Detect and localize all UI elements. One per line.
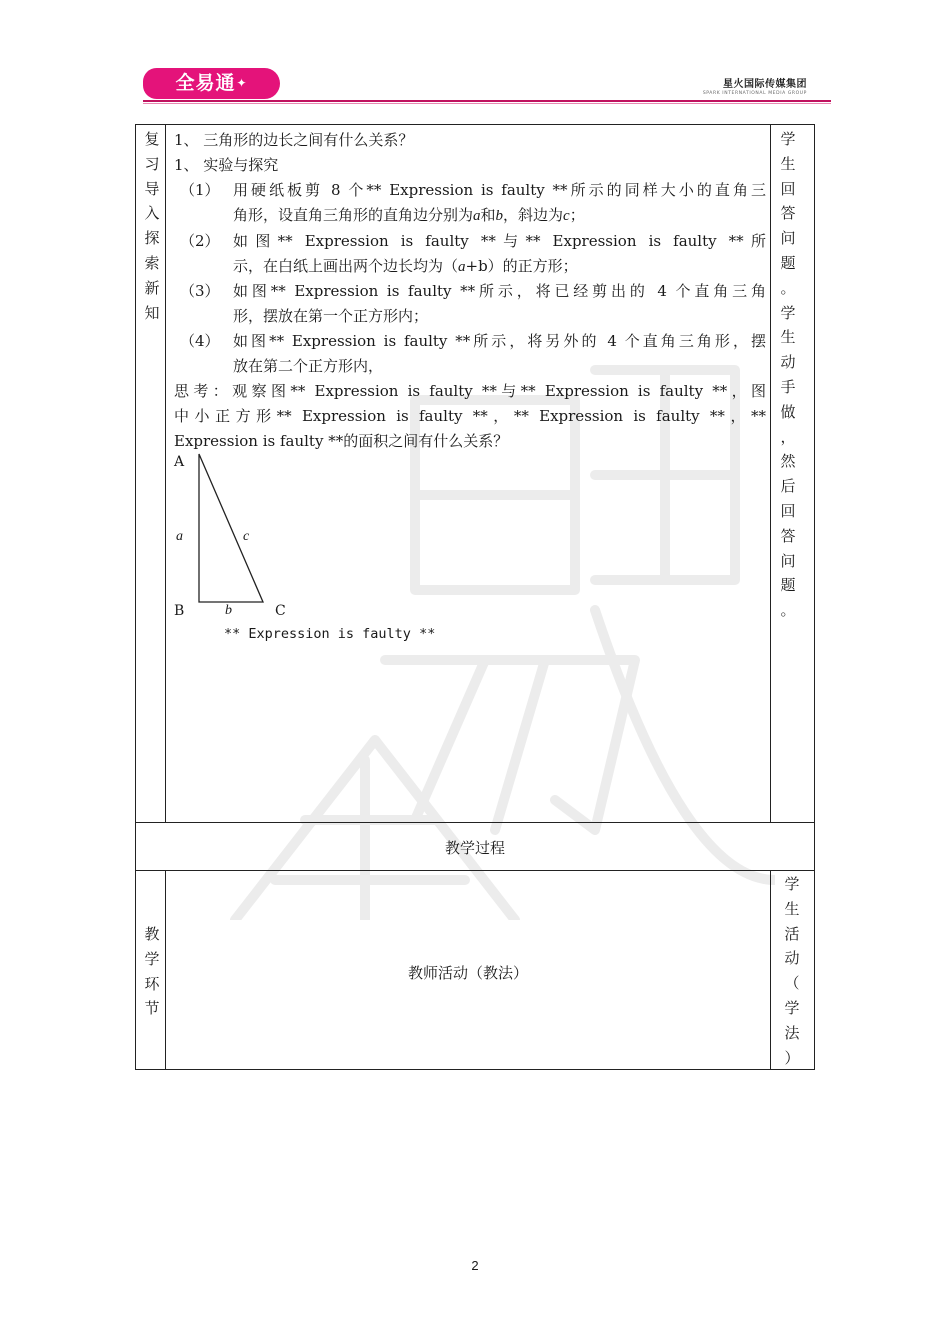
triangle-shape	[199, 454, 263, 602]
publisher-name-en: SPARK INTERNATIONAL MEDIA GROUP	[702, 91, 807, 96]
step-4: （4） 如图** Expression is faulty **所示，将另外的 4 个直角三角形，摆 放在第二个正方形内，	[174, 329, 766, 379]
section-heading: 1、 实验与探究	[174, 155, 279, 174]
teaching-stage-label: 教 学 环 节	[144, 925, 160, 1018]
figure-caption: ** Expression is faulty **	[224, 626, 436, 642]
brand-logo	[143, 68, 280, 99]
step-2: （2） 如图** Expression is faulty **与** Expression is faulty **所 示，在白纸上画出两个边长均为（a+b）的正方形；	[174, 229, 766, 280]
vertex-b-label: B	[174, 603, 185, 619]
publisher-name: 星火国际传媒集团	[723, 79, 807, 90]
side-a-label: a	[176, 529, 183, 544]
step-3: （3） 如图** Expression is faulty **所示，将已经剪出的 4 个直角三角 形，摆放在第一个正方形内；	[174, 279, 766, 329]
step-2-line1: 如图** Expression is faulty **与** Expression is faulty **所	[233, 231, 766, 250]
teacher-activity-label: 教师活动（教法）	[407, 964, 528, 982]
logo-text: 全易通	[175, 72, 236, 94]
think-line-1: 思考：观察图** Expression is faulty **与** Expression is faulty **，图	[174, 382, 766, 401]
step-3-line1: 如图** Expression is faulty **所示，将已经剪出的 4 个直角三角	[233, 282, 766, 301]
col-divider-right-2	[770, 870, 771, 1070]
row-divider-1	[135, 822, 815, 823]
question-1: 1、 三角形的边长之间有什么关系？	[174, 131, 414, 149]
header-divider	[143, 100, 831, 102]
step-1-line1: 用硬纸板剪 8 个** Expression is faulty **所示的同样大小的直角三	[233, 180, 766, 199]
student-activity-label: 学 生 回 答 问 题 。 学 生 动 手 做 ， 然 后 回 答 问 题 。	[780, 130, 796, 620]
vertex-a-label: A	[174, 454, 185, 470]
col-divider-right	[770, 124, 771, 823]
logo-star-icon: ✦	[236, 76, 248, 90]
row-divider-2	[135, 870, 815, 871]
step-3-line2: 形，摆放在第一个正方形内；	[233, 307, 429, 326]
step-4-line1: 如图** Expression is faulty **所示，将另外的 4 个直角三角形，摆	[233, 332, 766, 351]
vertex-c-label: C	[275, 603, 286, 619]
section-label-review: 复 习 导 入 探 索 新 知	[144, 130, 160, 322]
teaching-process-title: 教学过程	[444, 839, 505, 857]
lesson-content	[174, 128, 766, 454]
header-divider-thin	[143, 103, 831, 104]
publisher-brand	[703, 75, 807, 96]
think-line-3: Expression is faulty **的面积之间有什么关系？	[174, 431, 509, 450]
student-method-label: 学 生 活 动 （ 学 法 ）	[784, 875, 800, 1067]
side-c-label: c	[243, 529, 250, 544]
col-divider-left	[165, 124, 166, 823]
step-1: （1） 用硬纸板剪 8 个** Expression is faulty **所示的同样大小的直角三 角形，设直角三角形的直角边分别为a和b，斜边为c；	[174, 178, 766, 229]
page-number: 2	[471, 1258, 479, 1273]
side-b-label: b	[225, 603, 232, 618]
think-line-2: 中小正方形** Expression is faulty **，** Expression is faulty **，**	[174, 406, 766, 425]
right-triangle-figure	[170, 450, 310, 630]
step-4-line2: 放在第二个正方形内，	[233, 357, 384, 376]
step-2-line2: 示，在白纸上画出两个边长均为（a+b）的正方形；	[233, 256, 578, 275]
step-1-line2: 角形，设直角三角形的直角边分别为a和b，斜边为c；	[233, 205, 585, 224]
